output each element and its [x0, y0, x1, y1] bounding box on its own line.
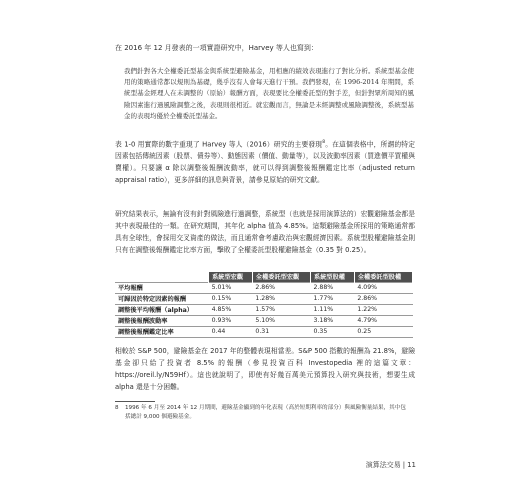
table-cell: 4.79%	[354, 315, 412, 326]
page-footer	[300, 460, 416, 470]
footnote-ref[interactable]: 8	[322, 140, 326, 145]
paragraph-sp500: 相較於 S&P 500，避險基金在 2017 年的整體表現相當差。S&P 500 指數的報酬為 21.8%，避險基金卻只給了投資者 8.5% 的報酬（參見投資百科 Investopedia 裡的這篇文章：https://oreil.ly/N59Hf）。這也就說明了，即使有好幾百萬美元預算投入研究與技術，想要生成 alpha 還是十分困難。	[115, 347, 415, 391]
results-table	[115, 272, 413, 338]
table-cell: 2.86%	[252, 282, 310, 293]
intro-paragraph: 在 2016 年 12 月發表的一項實證研究中，Harvey 等人也寫到：	[115, 44, 318, 52]
table-cell: 1.22%	[354, 304, 412, 315]
table-cell: 2.88%	[311, 282, 355, 293]
footnote-divider	[115, 401, 155, 402]
table-header-cell	[115, 272, 209, 282]
table-cell: 4.09%	[354, 282, 412, 293]
block-quote: 我們針對各大全權委託型基金與系統型避險基金，用相應的績效表現進行了對比分析。系統型基金使用的策略通常都以規則為基礎，幾乎沒有人會每天進行干預。我們發現，在 1996-2014 年期間，系統型基金經理人在未調整的（原始）報酬方面，表現要比全權委託型的對手差，但針對眾所周知的風險因素進行過風險調整之後，表現則很相近。就宏觀而言，無論是未經調整或風險調整後，系統型基金的表現均優於全權委託型基金。	[124, 67, 414, 120]
table-cell: 0.25	[354, 326, 412, 337]
table-row	[115, 304, 413, 315]
row-label: 可歸因於特定因素的報酬	[115, 293, 209, 304]
table-row	[115, 315, 413, 326]
table-header-cell: 系統型宏觀	[209, 272, 253, 282]
row-label: 調整後報酬鑑定比率	[115, 326, 209, 337]
footnote-number: 8	[115, 405, 119, 411]
table-cell: 5.10%	[252, 315, 310, 326]
footnote	[115, 404, 415, 422]
row-label: 調整後平均報酬（alpha）	[115, 304, 209, 315]
paragraph-text: 表 1-0 用實際的數字重現了 Harvey 等人（2016）研究的主要發現	[115, 140, 323, 149]
table-cell: 1.57%	[252, 304, 310, 315]
paragraph-table-intro	[115, 137, 415, 186]
row-label: 平均報酬	[115, 282, 209, 293]
table-cell: 0.44	[209, 326, 253, 337]
table-cell: 5.01%	[209, 282, 253, 293]
table-cell: 1.11%	[311, 304, 355, 315]
table-cell: 3.18%	[311, 315, 355, 326]
table-row	[115, 282, 413, 293]
paragraph-results: 研究結果表示，無論有沒有針對風險進行過調整，系統型（也就是採用演算法的）宏觀避險基金都是其中表現最佳的一類。在研究期間，其年化 alpha 值為 4.85%。這類避險基金所採用的策略通常都具有全球性，會採用交叉資產的做法，而且通常會考慮政治與宏觀經濟因素。系統型股權避險基金則只有在調整後報酬鑑定比率方面，擊敗了全權委託型股權避險基金（0.35 對 0.25）。	[115, 210, 415, 254]
paragraph-text: 。在這個表格中，所謂的特定因素包括傳統因素（股票、債券等）、動態因素（價值、動量等），以及波動率因素（買進價平買權與賣權）。只要讓 α 除以調整後報酬波動率，就可以得到調整後報酬鑑定比率（adjusted return appraisal ratio），更多詳細的訊息與背景，請參見原始的研究文獻。	[115, 140, 415, 185]
table-cell: 4.85%	[209, 304, 253, 315]
table-cell: 0.31	[252, 326, 310, 337]
table-cell: 1.77%	[311, 293, 355, 304]
row-label: 調整後報酬波動率	[115, 315, 209, 326]
table-cell: 2.86%	[354, 293, 412, 304]
table-row	[115, 326, 413, 337]
table-header-cell: 全權委託型股權	[354, 272, 412, 282]
table-cell: 1.28%	[252, 293, 310, 304]
table-row	[115, 293, 413, 304]
running-title: 演算法交易	[365, 461, 401, 469]
table-cell: 0.93%	[209, 315, 253, 326]
table-cell: 0.35	[311, 326, 355, 337]
table-header-row	[115, 272, 413, 282]
table-header-cell: 全權委託型宏觀	[252, 272, 310, 282]
page-number: 11	[407, 461, 416, 469]
footnote-text: 1996 年 6 月至 2014 年 12 月期間，避險基金顯到的年化表現（高於短期利率的部分）與風險衡量結果，其中包括總計 9,000 個避險基金。	[125, 405, 406, 420]
footer-separator: |	[402, 461, 406, 469]
table-header-cell: 系統型股權	[311, 272, 355, 282]
table-cell: 0.15%	[209, 293, 253, 304]
